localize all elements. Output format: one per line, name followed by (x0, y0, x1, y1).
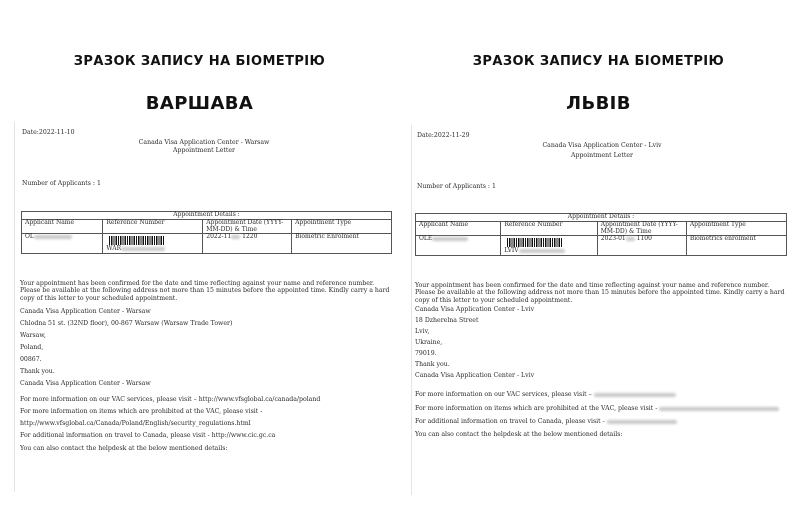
table-caption: Appointment Details : (416, 214, 787, 222)
appointment-letter (14, 122, 394, 517)
lviv-sample-column (399, 0, 798, 522)
address-line: Canada Visa Application Center - Warsaw (20, 308, 151, 315)
signature-line: Canada Visa Application Center - Lviv (415, 372, 535, 379)
page-edge (411, 125, 412, 495)
thank-you: Thank you. (20, 368, 55, 375)
appointment-date-cell: 2023-01 1100 (597, 236, 686, 256)
header-applicant-name: Applicant Name (416, 221, 501, 236)
barcode (109, 236, 165, 245)
city-title: ВАРШАВА (145, 93, 254, 114)
sample-title: ЗРАЗОК ЗАПИСУ НА БІОМЕТРІЮ (73, 54, 326, 69)
info-line: http://www.vfsglobal.ca/Canada/Poland/English/security_regulations.html (20, 420, 251, 427)
confirmation-text: Your appointment has been confirmed for the date and time reflecting against your name and reference number. Please be available at the following address not more than 15 minutes before the appointed time. Kindly carry a hard copy of this letter to your scheduled appointment. (20, 280, 390, 302)
address-line: Poland, (20, 344, 44, 351)
address-line: Ukraine, (415, 339, 443, 346)
appointment-table (415, 213, 787, 256)
address-line: Chlodna 51 st. (32ND floor), 00-867 Warsaw (Warsaw Trade Tower) (20, 320, 233, 327)
redacted-text (626, 237, 635, 241)
helpdesk-line: You can also contact the helpdesk at the below mentioned details: (20, 445, 228, 452)
redacted-text (519, 249, 565, 253)
info-line: For more information on items which are prohibited at the VAC, please visit - (20, 408, 263, 415)
reference-number-cell: LVIV (501, 236, 597, 256)
center-name: Canada Visa Application Center - Lviv (542, 142, 662, 149)
address-line: 18 Dzherelna Street (415, 317, 479, 324)
appointment-letter (411, 125, 793, 520)
helpdesk-line: You can also contact the helpdesk at the below mentioned details: (415, 431, 623, 438)
redacted-link (659, 407, 779, 411)
sample-title: ЗРАЗОК ЗАПИСУ НА БІОМЕТРІЮ (472, 54, 725, 69)
header-appointment-date: Appointment Date (YYYY-MM-DD) & Time (203, 219, 292, 234)
letter-date: Date:2022-11-29 (417, 132, 470, 139)
address-line: Canada Visa Application Center - Lviv (415, 306, 535, 313)
redacted-text (121, 247, 165, 251)
header-applicant-name: Applicant Name (22, 219, 103, 234)
confirmation-text: Your appointment has been confirmed for the date and time reflecting against your name and reference number. Please be available at the following address not more than 15 minutes before the appointed time. Kindly carry a hard copy of this letter to your scheduled appointment. (415, 282, 785, 304)
header-appointment-date: Appointment Date (YYYY-MM-DD) & Time (597, 221, 686, 236)
header-appointment-type: Appointment Type (292, 219, 392, 234)
reference-number-cell: WAR (103, 234, 203, 254)
appointment-type-cell: Biometric Enrolment (292, 234, 392, 254)
applicant-name-cell: OLE (416, 236, 501, 256)
barcode (507, 238, 563, 247)
redacted-text (231, 235, 240, 239)
redacted-text (34, 235, 72, 239)
thank-you: Thank you. (415, 361, 450, 368)
signature-line: Canada Visa Application Center - Warsaw (20, 380, 151, 387)
info-line: For additional information on travel to Canada, please visit - (415, 418, 677, 425)
applicant-name-cell: OL (22, 234, 103, 254)
letter-title: Appointment Letter (571, 152, 633, 159)
address-line: 79019. (415, 350, 437, 357)
address-line: Warsaw, (20, 332, 46, 339)
applicant-count: Number of Applicants : 1 (417, 183, 496, 190)
info-line: For additional information on travel to Canada, please visit - http://www.cic.gc.ca (20, 432, 276, 439)
header-reference-number: Reference Number (103, 219, 203, 234)
redacted-text (432, 237, 468, 241)
table-row (22, 234, 392, 254)
letter-title: Appointment Letter (173, 147, 235, 154)
header-reference-number: Reference Number (501, 221, 597, 236)
center-name: Canada Visa Application Center - Warsaw (138, 139, 270, 146)
page-edge (14, 122, 15, 492)
appointment-date-cell: 2022-11 1220 (203, 234, 292, 254)
info-line: For more information on our VAC services, please visit – (415, 391, 676, 398)
letter-date: Date:2022-11-10 (22, 129, 75, 136)
address-line: Lviv, (415, 328, 430, 335)
info-line: For more information on items which are prohibited at the VAC, please visit - (415, 405, 779, 412)
city-title: ЛЬВІВ (566, 93, 631, 114)
table-row (416, 236, 787, 256)
applicant-count: Number of Applicants : 1 (22, 180, 101, 187)
info-line: For more information on our VAC services, please visit – http://www.vfsglobal.ca/canada/poland (20, 396, 321, 403)
appointment-type-cell: Biometrics enrolment (686, 236, 786, 256)
redacted-link (594, 393, 676, 397)
header-appointment-type: Appointment Type (686, 221, 786, 236)
redacted-link (607, 420, 677, 424)
appointment-table (21, 211, 392, 254)
address-line: 00867. (20, 356, 42, 363)
table-caption: Appointment Details : (22, 212, 392, 220)
